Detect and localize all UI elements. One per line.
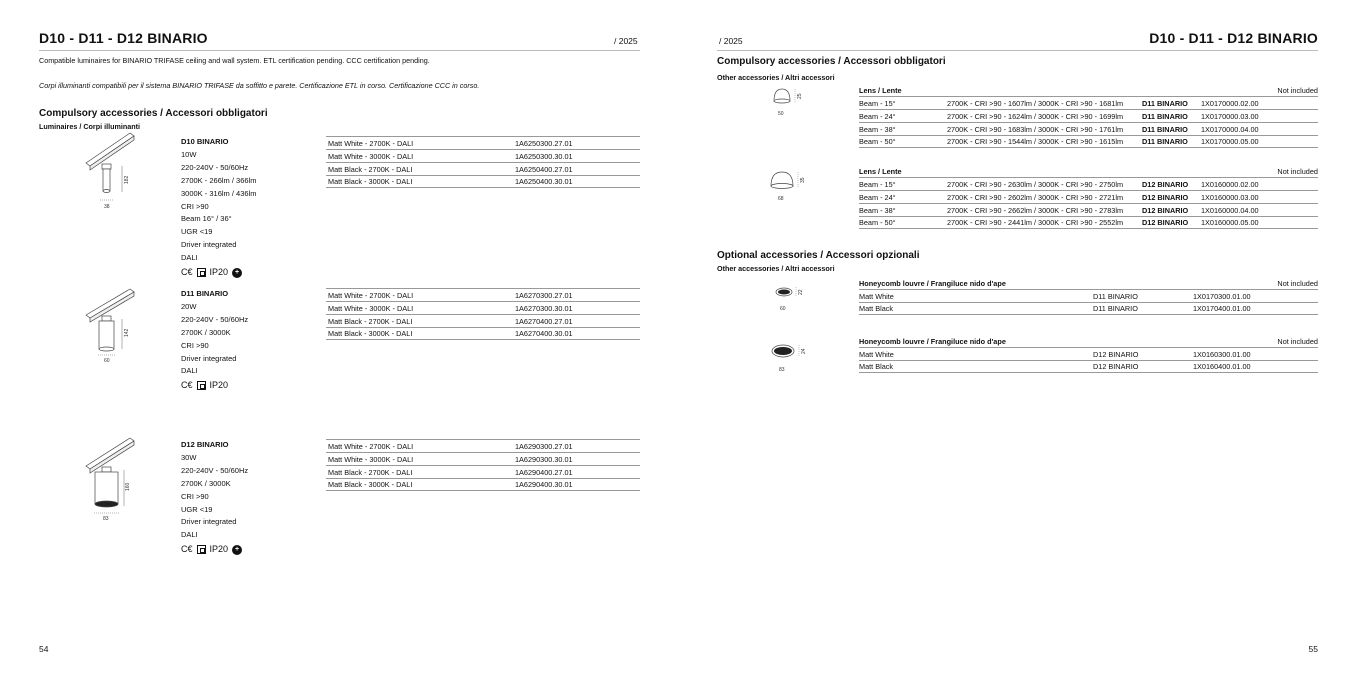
ip20-rating: IP20 [209, 380, 229, 391]
variant-desc: Matt Black - 3000K - DALI [328, 177, 413, 187]
table-row [859, 302, 1318, 315]
d10-beam: Beam 16° / 36° [181, 214, 232, 224]
d10-driver: Driver integrated [181, 240, 237, 250]
model: D11 BINARIO [1142, 137, 1188, 147]
not-included-note: Not included [1277, 167, 1318, 176]
lumen-spec: 2700K - CRI >90 - 1624lm / 3000K - CRI >90 - 1699lm [947, 111, 1124, 121]
d10-cri: CRI >90 [181, 201, 209, 211]
louvre-d12-height-dim: 24 [801, 348, 807, 354]
ce-mark-icon: C€ [181, 380, 193, 391]
d11-cri: CRI >90 [181, 340, 209, 350]
d10-lumen-3000: 3000K - 316lm / 436lm [181, 188, 257, 198]
variant-desc: Matt White - 2700K - DALI [328, 290, 414, 300]
d12-certifications [181, 543, 248, 556]
d10-height-dim: 182 [124, 175, 130, 184]
table-header [859, 336, 1318, 347]
table-row [859, 216, 1318, 229]
code: 1X0170000.03.00 [1201, 111, 1259, 121]
variant-desc: Matt Black - 2700K - DALI [328, 467, 413, 477]
year-label: / 2025 [719, 36, 743, 46]
d10-ugr: UGR <19 [181, 227, 213, 237]
ip20-rating: IP20 [209, 267, 229, 278]
table-label: Lens / Lente [859, 167, 902, 176]
table-row [859, 96, 1318, 109]
beam: Beam - 15° [859, 179, 896, 189]
ip20-rating: IP20 [209, 544, 229, 555]
model: D12 BINARIO [1142, 192, 1189, 202]
code: 1X0160000.02.00 [1201, 179, 1259, 189]
beam: Beam - 24° [859, 192, 896, 202]
class-ii-icon [197, 545, 206, 554]
code: 1X0170000.04.00 [1201, 124, 1259, 134]
not-included-note: Not included [1277, 86, 1318, 95]
variant-desc: Matt White - 3000K - DALI [328, 454, 414, 464]
d10-dali: DALI [181, 253, 198, 263]
code: 1X0160400.01.00 [1193, 362, 1251, 372]
class-ii-icon [197, 381, 206, 390]
not-included-note: Not included [1277, 337, 1318, 346]
intro-italian: Corpi illuminanti compatibili per il sistema BINARIO TRIFASE da soffitto e parete. Certificazione ETL in corso. Certificazione CCC in corso. [39, 81, 480, 90]
louvre-d11-drawing [770, 282, 810, 314]
d12-cri: CRI >90 [181, 491, 209, 501]
model: D12 BINARIO [1093, 349, 1139, 359]
beam: Beam - 50° [859, 218, 896, 228]
d11-power: 20W [181, 301, 197, 311]
lens-d11-table [859, 85, 1318, 148]
ce-mark-icon: C€ [181, 544, 193, 555]
lumen-spec: 2700K - CRI >90 - 2441lm / 3000K - CRI >90 - 2552lm [947, 218, 1124, 228]
section-title: Compulsory accessories / Accessori obbligatori [39, 108, 268, 119]
title-divider [717, 50, 1318, 51]
finish: Matt Black [859, 304, 894, 314]
lens-d12-drawing [768, 166, 808, 204]
code: 1X0170000.02.00 [1201, 98, 1259, 108]
d12-dali: DALI [181, 530, 198, 540]
code: 1X0170400.01.00 [1193, 304, 1251, 314]
not-included-note: Not included [1277, 279, 1318, 288]
table-row [326, 452, 640, 465]
variant-code: 1A6250300.27.01 [515, 138, 573, 148]
table-row [326, 439, 640, 452]
table-row [859, 135, 1318, 148]
lumen-spec: 2700K - CRI >90 - 2662lm / 3000K - CRI >90 - 2783lm [947, 205, 1124, 215]
d11-certifications [181, 379, 248, 392]
code: 1X0160000.05.00 [1201, 218, 1259, 228]
d11-driver: Driver integrated [181, 353, 237, 363]
variant-code: 1A6270400.27.01 [515, 316, 573, 326]
d12-diameter-dim: 83 [103, 516, 109, 522]
d10-luminaire-drawing [78, 128, 148, 220]
lens-d12-table [859, 166, 1318, 229]
code: 1X0160000.04.00 [1201, 205, 1259, 215]
page-number: 54 [39, 644, 49, 654]
d12-power: 30W [181, 452, 197, 462]
table-row [326, 478, 640, 491]
variant-code: 1A6270400.30.01 [515, 329, 573, 339]
model: D11 BINARIO [1093, 291, 1138, 301]
compulsory-title: Compulsory accessories / Accessori obbligatori [717, 56, 946, 67]
model: D12 BINARIO [1142, 179, 1189, 189]
table-row [326, 314, 640, 327]
d12-height-dim: 160 [125, 482, 131, 491]
variant-code: 1A6250300.30.01 [515, 151, 573, 161]
beam: Beam - 38° [859, 124, 896, 134]
d11-luminaire-drawing [78, 285, 148, 367]
page-number: 55 [1308, 644, 1318, 654]
d11-dali: DALI [181, 366, 198, 376]
d12-variants-table [326, 439, 640, 491]
lumen-spec: 2700K - CRI >90 - 1607lm / 3000K - CRI >90 - 1681lm [947, 98, 1124, 108]
code: 1X0160300.01.00 [1193, 349, 1251, 359]
model: D12 BINARIO [1142, 205, 1189, 215]
variant-code: 1A6270300.30.01 [515, 303, 573, 313]
d12-name: D12 BINARIO [181, 440, 229, 449]
d12-luminaire-drawing [78, 434, 148, 526]
table-label: Lens / Lente [859, 86, 902, 95]
beam: Beam - 50° [859, 137, 896, 147]
variant-code: 1A6250400.30.01 [515, 177, 573, 187]
variant-code: 1A6250400.27.01 [515, 164, 573, 174]
table-label: Honeycomb louvre / Frangiluce nido d'ape [859, 337, 1006, 346]
code: 1X0170000.05.00 [1201, 137, 1259, 147]
d11-diameter-dim: 60 [104, 358, 110, 364]
table-row [859, 177, 1318, 190]
variant-code: 1A6290300.30.01 [515, 454, 573, 464]
optional-title: Optional accessories / Accessori opzionali [717, 250, 920, 261]
lumen-spec: 2700K - CRI >90 - 1544lm / 3000K - CRI >90 - 1615lm [947, 137, 1124, 147]
d10-specs [181, 136, 256, 279]
right-page [678, 0, 1356, 678]
optional-subtitle: Other accessories / Altri accessori [717, 264, 835, 273]
ce-mark-icon: C€ [181, 267, 193, 278]
d12-specs [181, 439, 248, 556]
lumen-spec: 2700K - CRI >90 - 2630lm / 3000K - CRI >90 - 2750lm [947, 179, 1124, 189]
variant-desc: Matt White - 3000K - DALI [328, 151, 414, 161]
variant-desc: Matt White - 2700K - DALI [328, 138, 414, 148]
model: D11 BINARIO [1093, 304, 1138, 314]
page-title: D10 - D11 - D12 BINARIO [1149, 30, 1318, 46]
finish: Matt White [859, 349, 894, 359]
beam: Beam - 38° [859, 205, 896, 215]
d10-variants-table [326, 136, 640, 188]
variant-desc: Matt Black - 3000K - DALI [328, 480, 413, 490]
d10-power: 10W [181, 149, 197, 159]
variant-code: 1A6290400.30.01 [515, 480, 573, 490]
finish: Matt Black [859, 362, 894, 372]
lens-d11-drawing [768, 85, 808, 119]
code: 1X0170300.01.00 [1193, 291, 1251, 301]
table-header [859, 166, 1318, 177]
model: D12 BINARIO [1093, 362, 1139, 372]
louvre-d12-diameter-dim: 83 [779, 367, 785, 373]
beam: Beam - 24° [859, 111, 896, 121]
model: D11 BINARIO [1142, 98, 1188, 108]
lens-d11-diameter-dim: 50 [778, 111, 784, 117]
table-row [859, 190, 1318, 203]
year-label: / 2025 [614, 36, 638, 46]
lens-d12-height-dim: 35 [800, 177, 806, 183]
beam: Beam - 15° [859, 98, 896, 108]
lumen-spec: 2700K - CRI >90 - 1683lm / 3000K - CRI >90 - 1761lm [947, 124, 1124, 134]
d10-lumen-2700: 2700K - 266lm / 366lm [181, 175, 257, 185]
model: D11 BINARIO [1142, 124, 1188, 134]
table-row [859, 347, 1318, 360]
model: D12 BINARIO [1142, 218, 1189, 228]
table-row [859, 109, 1318, 122]
table-row [326, 136, 640, 149]
table-row [859, 122, 1318, 135]
variant-code: 1A6290300.27.01 [515, 441, 573, 451]
d11-height-dim: 142 [124, 328, 130, 337]
table-row [326, 175, 640, 188]
variant-desc: Matt Black - 2700K - DALI [328, 316, 413, 326]
table-row [326, 465, 640, 478]
table-row [859, 360, 1318, 373]
lens-d12-diameter-dim: 68 [778, 196, 784, 202]
finish: Matt White [859, 291, 894, 301]
lumen-spec: 2700K - CRI >90 - 2602lm / 3000K - CRI >90 - 2721lm [947, 192, 1124, 202]
model: D11 BINARIO [1142, 111, 1188, 121]
d11-specs [181, 288, 248, 392]
table-row [326, 162, 640, 175]
louvre-d11-height-dim: 22 [798, 289, 804, 295]
d12-ugr: UGR <19 [181, 504, 213, 514]
d10-name: D10 BINARIO [181, 137, 229, 146]
table-row [859, 289, 1318, 302]
table-row [326, 301, 640, 314]
d11-name: D11 BINARIO [181, 289, 229, 298]
table-row [859, 203, 1318, 216]
page-title: D10 - D11 - D12 BINARIO [39, 30, 208, 46]
table-row [326, 149, 640, 162]
variant-desc: Matt Black - 2700K - DALI [328, 164, 413, 174]
lens-d11-height-dim: 25 [797, 93, 803, 99]
d10-voltage: 220-240V - 50/60Hz [181, 162, 249, 172]
louvre-d11-diameter-dim: 60 [780, 306, 786, 312]
class-ii-icon [197, 268, 206, 277]
d12-driver: Driver integrated [181, 517, 237, 527]
d12-cct: 2700K / 3000K [181, 478, 231, 488]
louvre-d12-drawing [768, 338, 810, 374]
table-row [326, 288, 640, 301]
section-subtitle: Luminaires / Corpi illuminanti [39, 122, 141, 131]
variant-code: 1A6290400.27.01 [515, 467, 573, 477]
cert-badge-icon: + [232, 268, 242, 278]
variant-desc: Matt White - 2700K - DALI [328, 441, 414, 451]
intro-english: Compatible luminaires for BINARIO TRIFASE ceiling and wall system. ETL certification pending. CCC certification pending. [39, 56, 430, 65]
table-header [859, 278, 1318, 289]
table-header [859, 85, 1318, 96]
d11-voltage: 220-240V - 50/60Hz [181, 314, 249, 324]
louvre-d12-table [859, 336, 1318, 373]
table-row [326, 327, 640, 340]
table-label: Honeycomb louvre / Frangiluce nido d'ape [859, 279, 1006, 288]
title-divider [39, 50, 640, 51]
d11-cct: 2700K / 3000K [181, 327, 231, 337]
d10-certifications [181, 266, 256, 279]
louvre-d11-table [859, 278, 1318, 315]
d12-voltage: 220-240V - 50/60Hz [181, 465, 249, 475]
variant-desc: Matt White - 3000K - DALI [328, 303, 414, 313]
d10-diameter-dim: 38 [104, 204, 110, 210]
compulsory-subtitle: Other accessories / Altri accessori [717, 73, 835, 82]
variant-desc: Matt Black - 3000K - DALI [328, 329, 413, 339]
cert-badge-icon: + [232, 545, 242, 555]
variant-code: 1A6270300.27.01 [515, 290, 573, 300]
code: 1X0160000.03.00 [1201, 192, 1259, 202]
d11-variants-table [326, 288, 640, 340]
